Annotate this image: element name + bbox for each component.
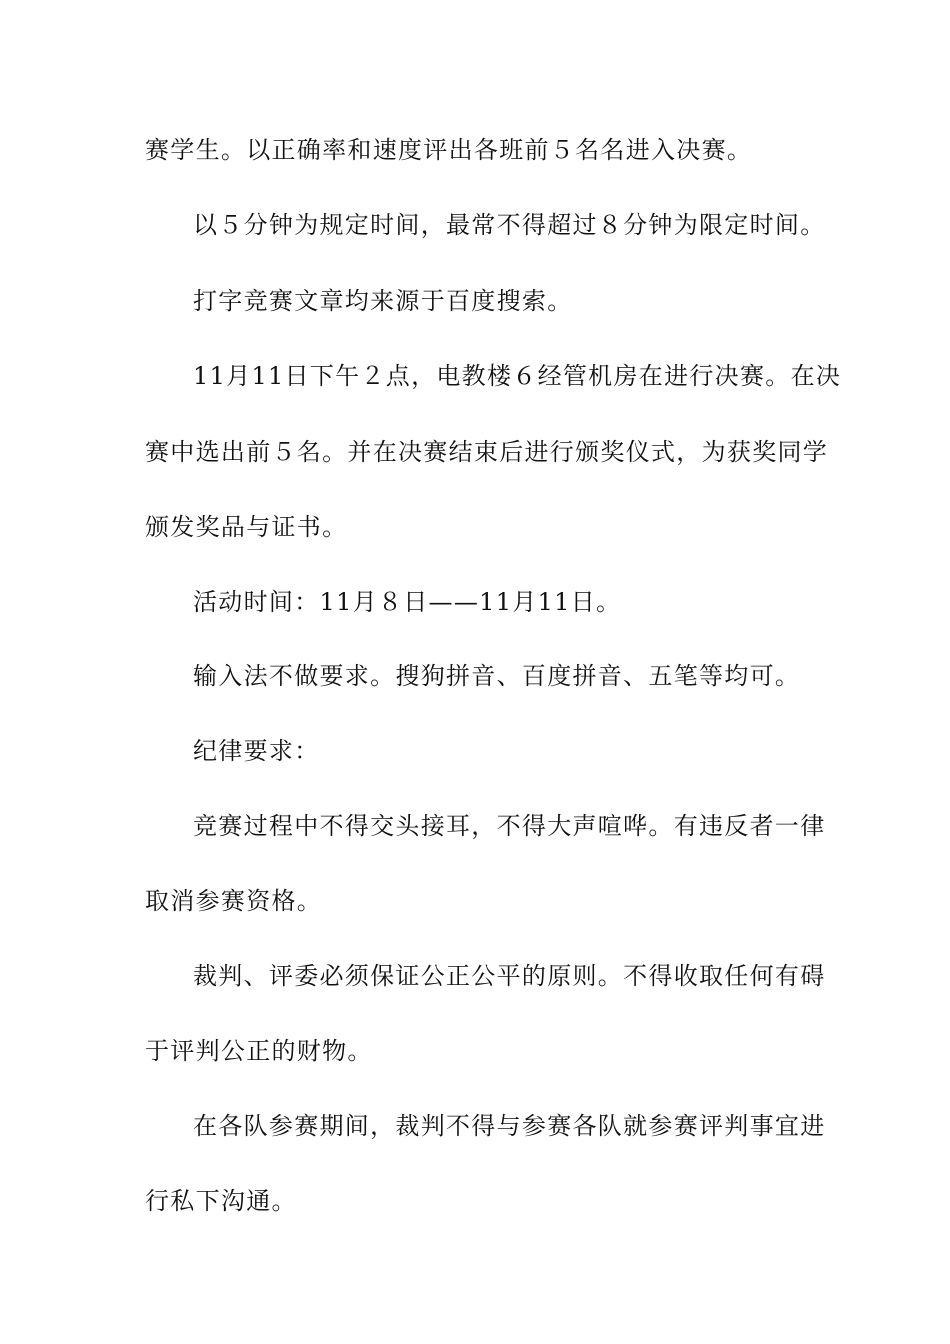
text-line: 以５分钟为规定时间，最常不得超过８分钟为限定时间。 [193,211,826,239]
text-line: 在各队参赛期间，裁判不得与参赛各队就参赛评判事宜进 [193,1112,826,1140]
text-line: 纪律要求： [193,737,320,765]
text-line: 裁判、评委必须保证公正公平的原则。不得收取任何有碍 [193,962,826,990]
text-line: 活动时间：11月８日——11月11日。 [193,588,622,616]
text-line: 行私下沟通。 [145,1187,297,1215]
text-line: 颁发奖品与证书。 [145,513,348,541]
text-line: 赛学生。以正确率和速度评出各班前５名名进入决赛。 [145,136,753,164]
text-line: 竞赛过程中不得交头接耳，不得大声喧哗。有违反者一律 [193,812,826,840]
text-line: 11月11日下午２点，电教楼６经管机房在进行决赛。在决 [193,362,842,390]
text-line: 赛中选出前５名。并在决赛结束后进行颁奖仪式，为获奖同学 [145,438,829,466]
text-line: 于评判公正的财物。 [145,1037,373,1065]
text-line: 输入法不做要求。搜狗拼音、百度拼音、五笔等均可。 [193,662,801,690]
text-line: 打字竞赛文章均来源于百度搜索。 [193,287,573,315]
text-line: 取消参赛资格。 [145,887,323,915]
